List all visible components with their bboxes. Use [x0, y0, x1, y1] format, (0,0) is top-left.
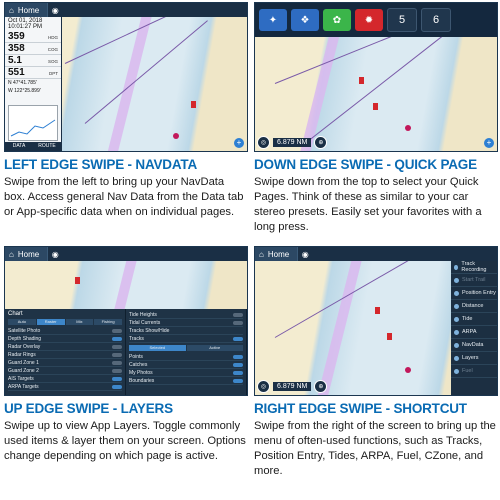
layer-row[interactable]: Points — [129, 353, 243, 361]
segment-fishing[interactable]: Fishing — [94, 319, 122, 325]
chart-mode-segment — [8, 319, 122, 325]
shortcut-track-recording[interactable]: Track Recording — [451, 261, 497, 274]
layer-toggle[interactable] — [112, 345, 122, 349]
layer-row[interactable]: Depth Shading — [8, 335, 122, 343]
layer-row[interactable]: ARPA Targets — [8, 383, 122, 391]
quick-page-6[interactable]: 6 — [421, 8, 451, 32]
depth-graph — [8, 105, 58, 141]
vessel-icon — [173, 133, 179, 139]
arpa-icon — [454, 330, 459, 335]
layer-toggle[interactable] — [233, 321, 243, 325]
navdata-box — [5, 17, 62, 151]
chart-marker — [375, 307, 380, 314]
navdata-longitude: W 122°25.899' — [8, 88, 41, 94]
chart-screen — [254, 2, 498, 152]
recenter-icon[interactable]: ⊕ — [314, 136, 327, 149]
vessel-icon — [405, 367, 411, 373]
navdata-latitude: N 47°41.785' — [8, 80, 37, 86]
panel-quick-page — [254, 2, 496, 235]
layer-toggle[interactable] — [112, 329, 122, 333]
distance-icon — [454, 304, 459, 309]
chart-marker — [373, 103, 378, 110]
navdata-row: 551 DPT — [5, 67, 61, 79]
layer-row[interactable]: Guard Zone 1 — [8, 359, 122, 367]
quick-page-combo-icon[interactable]: ✿ — [323, 9, 351, 31]
panel-description: Swipe from the left to bring up your NavData box. Access general Nav Data from the Data tab or App-specific data when on individual pages. — [4, 176, 244, 218]
shortcut-fuel[interactable]: Fuel — [451, 365, 497, 378]
segment-raster[interactable]: Raster — [37, 319, 65, 325]
home-button[interactable]: ⌂ Home — [5, 3, 47, 17]
home-icon: ⌂ — [259, 249, 264, 259]
trail-icon — [454, 278, 459, 283]
shortcut-navdata[interactable]: NavData — [451, 339, 497, 352]
zoom-button[interactable]: + — [234, 138, 244, 148]
layer-toggle[interactable] — [233, 371, 243, 375]
fuel-icon — [454, 369, 459, 374]
layer-row[interactable]: Catches — [129, 361, 243, 369]
layer-row[interactable]: Tracks — [129, 335, 243, 343]
layer-toggle[interactable] — [112, 385, 122, 389]
navdata-row: 359 HDG — [5, 31, 61, 43]
chart-marker — [191, 101, 196, 108]
layers-chart-column — [5, 309, 126, 395]
scale-readout: 6.879 NM — [273, 138, 311, 147]
shortcut-distance[interactable]: Distance — [451, 300, 497, 313]
segment-active[interactable]: Active — [187, 345, 244, 351]
recenter-icon[interactable]: ⊕ — [314, 380, 327, 393]
layers-panel — [5, 309, 247, 395]
top-bar — [5, 247, 247, 261]
panel-caption: DOWN EDGE SWIPE - QUICK PAGE — [254, 157, 477, 172]
panel-description: Swipe down from the top to select your Quick Pages. Think of these as similar to your car stereo presets. Easily set your favorites with a long press. — [254, 176, 482, 233]
location-pin-icon[interactable]: ◉ — [47, 247, 62, 261]
tracks-segment — [129, 345, 243, 351]
segment-auto[interactable]: Auto — [8, 319, 36, 325]
chart-marker — [359, 77, 364, 84]
panel-description: Swipe from the right of the screen to bring up the menu of often-used functions, such as Tracks, Position Entry, Tides, ARPA, Fuel, CZone, and more. — [254, 420, 496, 477]
navdata-icon — [454, 343, 459, 348]
layer-toggle[interactable] — [112, 377, 122, 381]
quick-pages-bar — [255, 3, 497, 37]
layer-toggle[interactable] — [233, 363, 243, 367]
tide-icon — [454, 317, 459, 322]
layer-toggle[interactable] — [112, 337, 122, 341]
chart-marker — [387, 333, 392, 340]
home-button[interactable]: ⌂ Home — [255, 247, 297, 261]
layer-toggle[interactable] — [112, 369, 122, 373]
zoom-button[interactable]: + — [484, 138, 494, 148]
quick-page-sonar-icon[interactable]: ❖ — [291, 9, 319, 31]
home-icon: ⌂ — [9, 5, 14, 15]
layer-row[interactable]: Radar Overlay — [8, 343, 122, 351]
top-bar — [5, 3, 247, 17]
chart-marker — [75, 277, 80, 284]
layer-row[interactable]: AIS Targets — [8, 375, 122, 383]
panel-navdata — [4, 2, 246, 220]
shortcut-position-entry[interactable]: Position Entry — [451, 287, 497, 300]
location-pin-icon[interactable]: ◉ — [47, 3, 62, 17]
panel-description: Swipe up to view App Layers. Toggle commonly used items & layer them on your screen. Options change depending on which page is active. — [4, 420, 246, 462]
layers-tracks-column — [126, 309, 247, 395]
layer-toggle[interactable] — [112, 353, 122, 357]
navdata-row: 358 COG — [5, 43, 61, 55]
shortcut-start-trail[interactable]: Start Trail — [451, 274, 497, 287]
chart-screen — [4, 2, 248, 152]
tab-route[interactable]: ROUTE — [38, 143, 56, 149]
panel-shortcut — [254, 246, 496, 479]
compass-icon[interactable]: ◎ — [257, 136, 270, 149]
layer-toggle[interactable] — [233, 355, 243, 359]
panel-caption: RIGHT EDGE SWIPE - SHORTCUT — [254, 401, 467, 416]
position-icon — [454, 291, 459, 296]
compass-icon[interactable]: ◎ — [257, 380, 270, 393]
layer-row[interactable]: Guard Zone 2 — [8, 367, 122, 375]
navdata-datetime: Oct 01, 2018 10:01:27 PM — [8, 18, 43, 30]
location-pin-icon[interactable]: ◉ — [297, 247, 312, 261]
layer-toggle[interactable] — [233, 379, 243, 383]
layer-row[interactable]: Satellite Photo — [8, 327, 122, 335]
bottom-bar — [257, 380, 327, 393]
shortcut-layers[interactable]: Layers — [451, 352, 497, 365]
layer-row[interactable]: Boundaries — [129, 377, 243, 385]
segment-selected[interactable]: Selected — [129, 345, 186, 351]
shortcut-menu — [451, 261, 497, 395]
home-button[interactable]: ⌂ Home — [5, 247, 47, 261]
panel-caption: LEFT EDGE SWIPE - NAVDATA — [4, 157, 197, 172]
layer-row: Tracks Show/Hide — [129, 327, 243, 335]
layer-row[interactable]: Tidal Currents — [129, 319, 243, 327]
chart-screen — [4, 246, 248, 396]
layers-heading: Chart — [8, 311, 23, 317]
scale-readout: 6.879 NM — [273, 382, 311, 391]
layer-row[interactable]: My Photos — [129, 369, 243, 377]
panel-layers — [4, 246, 246, 464]
quick-page-chart-icon[interactable]: ✦ — [259, 9, 287, 31]
home-icon: ⌂ — [9, 249, 14, 259]
layers-icon — [454, 356, 459, 361]
layer-toggle[interactable] — [112, 361, 122, 365]
shortcut-tide[interactable]: Tide — [451, 313, 497, 326]
segment-mix[interactable]: Mix — [66, 319, 94, 325]
bottom-bar — [257, 136, 327, 149]
track-icon — [454, 265, 458, 270]
layer-toggle[interactable] — [233, 337, 243, 341]
quick-page-radar-icon[interactable]: ✹ — [355, 9, 383, 31]
layer-row[interactable]: Tide Heights — [129, 311, 243, 319]
tab-data[interactable]: DATA — [12, 143, 26, 149]
quick-page-5[interactable]: 5 — [387, 8, 417, 32]
shortcut-arpa[interactable]: ARPA — [451, 326, 497, 339]
layer-toggle[interactable] — [233, 313, 243, 317]
top-bar — [255, 247, 497, 261]
panel-caption: UP EDGE SWIPE - LAYERS — [4, 401, 173, 416]
layer-row[interactable]: Radar Rings — [8, 351, 122, 359]
navdata-tabs — [5, 142, 61, 151]
navdata-row: 5.1 SOG — [5, 55, 61, 67]
chart-screen — [254, 246, 498, 396]
vessel-icon — [405, 125, 411, 131]
